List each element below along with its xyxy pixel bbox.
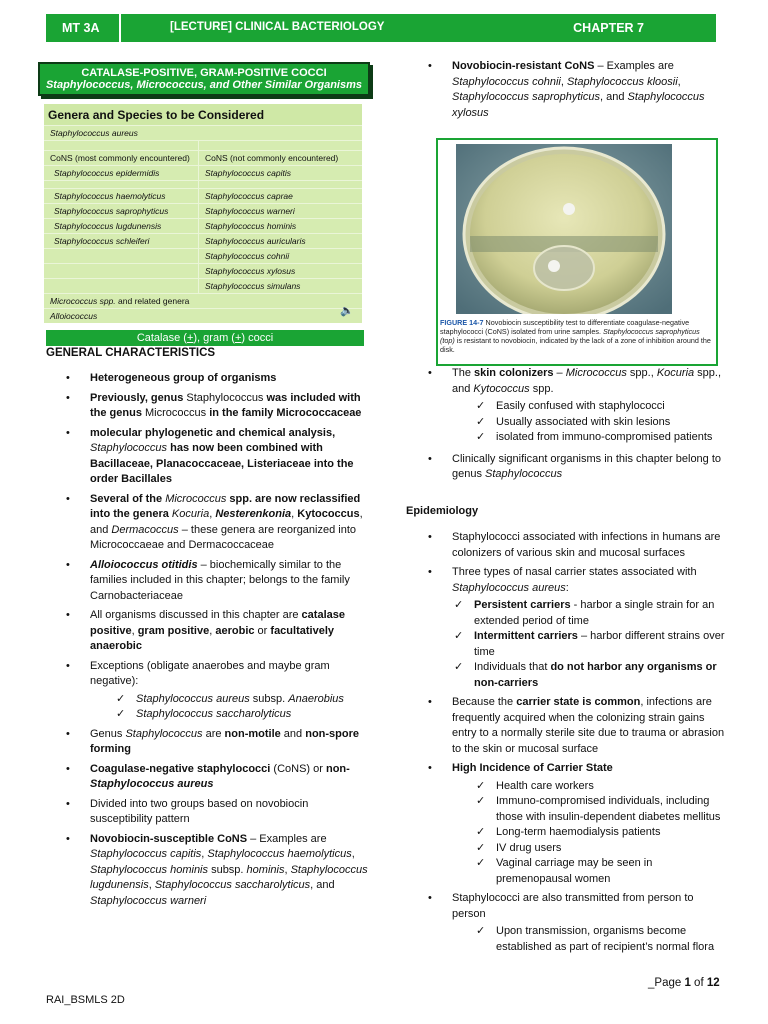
speaker-icon[interactable]: 🔈: [340, 305, 354, 317]
petri-dish-photo: [456, 144, 672, 314]
list-item: • Novobiocin-susceptible CoNS – Examples are Staphylococcus capitis, Staphylococcus haemolyticus, Staphylococcus hominis subsp. hominis, Staphylococcus lugdunensis, Staphylococcus saccharolyticus, and Staphylococcus warneri: [90, 832, 370, 910]
list-item: • Several of the Micrococcus spp. are now reclassified into the genera Kocuria, Nesterenkonia, Kytococcus, and Dermacoccus – these genera are reorganized into Micrococcaeae and Dermacoccaceae: [90, 492, 370, 554]
table-row: [44, 188, 362, 203]
table-cell: Staphylococcus warneri: [198, 204, 362, 218]
table-cell: Staphylococcus caprae: [198, 189, 362, 203]
table-cell: Staphylococcus simulans: [198, 279, 362, 293]
table-cell: Staphylococcus hominis: [198, 219, 362, 233]
table-cell: Staphylococcus cohnii: [198, 249, 362, 263]
table-cell: Staphylococcus auricularis: [198, 234, 362, 248]
species-table: [44, 104, 362, 323]
table-cell: Alloiococcus: [50, 311, 98, 321]
check-item: ✓ IV drug users: [496, 841, 727, 857]
list-item: • Previously, genus Staphylococcus was included with the genus Micrococcus in the family Micrococcaceae: [90, 391, 370, 422]
header-bar: [46, 14, 716, 42]
check-item: ✓ Easily confused with staphylococci: [496, 399, 727, 415]
table-row: [44, 203, 362, 218]
check-item: ✓ Long-term haemodialysis patients: [496, 825, 727, 841]
table-row: [44, 125, 362, 140]
left-column-top: [38, 62, 368, 323]
table-row: [44, 278, 362, 293]
course-code: MT 3A: [62, 21, 100, 35]
list-item: • All organisms discussed in this chapter are catalase positive, gram positive, aerobic or facultatively anaerobic: [90, 608, 370, 655]
table-cell: Staphylococcus lugdunensis: [54, 221, 162, 231]
epidemiology-list: [452, 530, 727, 959]
list-item: • molecular phylogenetic and chemical analysis, Staphylococcus has now been combined with Bacillaceae, Planacoccaceae, Listeriaceae into the order Bacillales: [90, 426, 370, 488]
list-item: • Genus Staphylococcus are non-motile and non-spore forming: [90, 727, 370, 758]
table-cell: [44, 264, 198, 278]
list-item: • The skin colonizers – Micrococcus spp., Kocuria spp., and Kytococcus spp. ✓ Easily confused with staphylococci ✓ Usually associated with skin lesions ✓ isolated from immuno-compromised patients: [452, 366, 727, 446]
banner-line1: CATALASE-POSITIVE, GRAM-POSITIVE COCCI: [81, 67, 327, 79]
check-item: ✓ Health care workers: [496, 779, 727, 795]
right-column-top: [452, 59, 727, 125]
footer-author: RAI_BSMLS 2D: [46, 994, 125, 1006]
list-item: • Staphylococci are also transmitted from person to person ✓ Upon transmission, organisms become established as part of recipient’s normal flora: [452, 891, 727, 955]
check-item: ✓ isolated from immuno-compromised patients: [496, 430, 727, 446]
table-cell: Staphylococcus schleiferi: [54, 236, 150, 246]
list-item: • Staphylococci associated with infections in humans are colonizers of various skin and mucosal surfaces: [452, 530, 727, 561]
section-heading-general: GENERAL CHARACTERISTICS: [46, 347, 216, 359]
list-item: • Exceptions (obligate anaerobes and maybe gram negative): ✓ Staphylococcus aureus subsp. Anaerobius ✓ Staphylococcus saccharolyticus: [90, 659, 370, 723]
table-title: Genera and Species to be Considered: [44, 104, 362, 125]
table-cell: Micrococcus spp. and related genera: [50, 296, 190, 306]
column-header: CoNS (most commonly encountered): [50, 153, 190, 163]
list-item: • Three types of nasal carrier states associated with Staphylococcus aureus: ✓ Persistent carriers - harbor a single strain for an extended period of time ✓ Intermittent carriers – harbor different strains over time ✓ Individuals that do not harbor any organisms or non-carriers: [452, 565, 727, 691]
catalase-bar: Catalase (+), gram (+) cocci: [46, 330, 364, 346]
table-cell: Staphylococcus epidermidis: [54, 168, 160, 178]
check-item: ✓ Vaginal carriage may be seen in premenopausal women: [496, 856, 727, 887]
table-row: [44, 180, 362, 188]
table-header-row: [44, 150, 362, 165]
table-row: [44, 248, 362, 263]
table-row: [44, 165, 362, 180]
column-header: CoNS (not commonly encountered): [198, 151, 362, 165]
table-header-row: [44, 140, 362, 150]
table-row: [44, 233, 362, 248]
check-item: ✓ Usually associated with skin lesions: [496, 415, 727, 431]
check-item: ✓ Individuals that do not harbor any organisms or non-carriers: [474, 660, 727, 691]
check-item: ✓ Upon transmission, organisms become established as part of recipient’s normal flora: [496, 924, 727, 955]
petri-dish-illustration: [456, 144, 672, 314]
list-item: • Divided into two groups based on novobiocin susceptibility pattern: [90, 797, 370, 828]
table-row: [44, 293, 362, 308]
table-cell: [44, 279, 198, 293]
list-item: • Clinically significant organisms in this chapter belong to genus Staphylococcus: [452, 452, 727, 483]
check-item: ✓ Staphylococcus saccharolyticus: [136, 707, 370, 723]
header-divider: [119, 14, 121, 42]
check-item: ✓ Staphylococcus aureus subsp. Anaerobius: [136, 692, 370, 708]
list-item: • Heterogeneous group of organisms: [90, 371, 370, 387]
check-item: ✓ Intermittent carriers – harbor different strains over time: [474, 629, 727, 660]
table-cell: [44, 249, 198, 263]
table-cell: Staphylococcus haemolyticus: [54, 191, 166, 201]
skin-colonizers-list: [452, 366, 727, 487]
list-item: • Novobiocin-resistant CoNS – Examples are Staphylococcus cohnii, Staphylococcus kloosii, Staphylococcus saprophyticus, and Staphylococcus xylosus: [452, 59, 727, 121]
check-item: ✓ Persistent carriers - harbor a single strain for an extended period of time: [474, 598, 727, 629]
table-row: [44, 263, 362, 278]
check-item: ✓ Immuno-compromised individuals, including those with insulin-dependent diabetes mellitus: [496, 794, 727, 825]
table-cell: Staphylococcus aureus: [50, 128, 138, 138]
section-heading-epidemiology: Epidemiology: [406, 505, 479, 517]
course-title: [LECTURE] CLINICAL BACTERIOLOGY: [170, 21, 385, 33]
table-row: [44, 308, 362, 323]
table-row: [44, 218, 362, 233]
chapter-label: CHAPTER 7: [573, 21, 644, 35]
table-cell: Staphylococcus saprophyticus: [54, 206, 169, 216]
general-characteristics-list: [90, 371, 370, 913]
figure-caption: FIGURE 14-7 Novobiocin susceptibility test to differentiate coagulase-negative staphylococci (CoNS) isolated from urine samples. Staphylococcus saprophyticus (top) is resistant to novobiocin, indicated by the lack of a zone of inhibition around the disk.: [440, 318, 711, 354]
list-item: • High Incidence of Carrier State ✓ Health care workers ✓ Immuno-compromised individuals, including those with insulin-dependent diabetes mellitus ✓ Long-term haemodialysis patients ✓ IV drug users ✓ Vaginal carriage may be seen in premenopausal women: [452, 761, 727, 887]
list-item: • Coagulase-negative staphylococci (CoNS) or non-Staphylococcus aureus: [90, 762, 370, 793]
figure-novobiocin: [436, 138, 718, 366]
section-banner: [38, 62, 370, 96]
table-cell: Staphylococcus xylosus: [198, 264, 362, 278]
banner-line2: Staphylococcus, Micrococcus, and Other Similar Organisms: [45, 79, 363, 91]
table-cell: Staphylococcus capitis: [198, 166, 362, 180]
page-number: _Page 1 of 12: [648, 977, 720, 989]
list-item: • Because the carrier state is common, infections are frequently acquired when the colonizing strain gains entry to a normally sterile site due to trauma or abrasion to the skin or mucosal surface: [452, 695, 727, 757]
list-item: • Alloiococcus otitidis – biochemically similar to the families included in this chapter; belongs to the family Carnobacteriaceae: [90, 558, 370, 605]
